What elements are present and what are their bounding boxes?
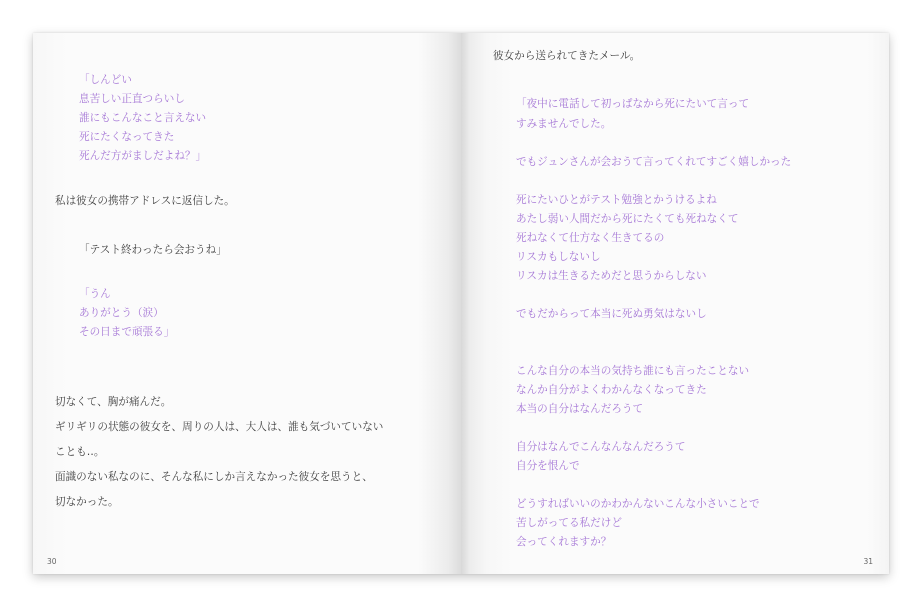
text-line: 「うん (79, 288, 111, 300)
book-spread (33, 33, 889, 574)
text-line: 自分はなんでこんなんなんだろうて (516, 441, 686, 453)
right-page (461, 33, 889, 574)
text-line: こんな自分の本当の気持ち誰にも言ったことない (516, 365, 750, 377)
text-line: 会ってくれますか？ (516, 536, 612, 548)
text-line: ギリギリの状態の彼女を、周りの人は、大人は、誰も気づいていない (55, 421, 384, 433)
text-line: 死ねなくて仕方なく生きてるの (516, 232, 665, 244)
text-line: 切なかった。 (55, 496, 119, 508)
text-line: 本当の自分はなんだろうて (516, 403, 644, 415)
text-line: リスカは生きるためだと思うからしない (516, 270, 707, 282)
left-page (33, 33, 461, 574)
text-line: 自分を恨んで (516, 460, 580, 472)
text-line: 息苦しい正直つらいし (79, 93, 185, 105)
text-line: 苦しがってる私だけど (516, 517, 622, 529)
text-line: 「テスト終わったら会おうね」 (79, 244, 227, 256)
text-line: 「しんどい (79, 74, 132, 86)
text-line: 面識のない私なのに、そんな私にしか言えなかった彼女を思うと、 (55, 471, 373, 483)
text-line: でもジュンさんが会おうて言ってくれてすごく嬉しかった (516, 156, 792, 168)
text-line: すみませんでした。 (516, 118, 612, 130)
text-line: どうすればいいのかわかんないこんな小さいことで (516, 498, 760, 510)
text-line: 死んだ方がましだよね？」 (79, 150, 207, 162)
text-line: 切なくて、胸が痛んだ。 (55, 396, 172, 408)
text-line: ことも‥。 (55, 446, 105, 458)
text-line: 死にたいひとがテスト勉強とかうけるよね (516, 194, 717, 206)
text-line: ありがとう（涙） (79, 307, 164, 319)
text-line: なんか自分がよくわかんなくなってきた (516, 384, 707, 396)
text-line: 「夜中に電話して初っぱなから死にたいて言って (516, 98, 750, 110)
page-number: 30 (47, 557, 57, 566)
text-line: あたし弱い人間だから死にたくても死ねなくて (516, 213, 739, 225)
text-line: 私は彼女の携帯アドレスに返信した。 (55, 195, 235, 207)
text-line: その日まで頑張る」 (79, 326, 175, 338)
page-number: 31 (863, 557, 873, 566)
text-line: 彼女から送られてきたメール。 (493, 50, 641, 62)
text-line: 誰にもこんなこと言えない (79, 112, 207, 124)
text-line: 死にたくなってきた (79, 131, 175, 143)
text-line: リスカもしないし (516, 251, 601, 263)
text-line: でもだからって本当に死ぬ勇気はないし (516, 308, 707, 320)
